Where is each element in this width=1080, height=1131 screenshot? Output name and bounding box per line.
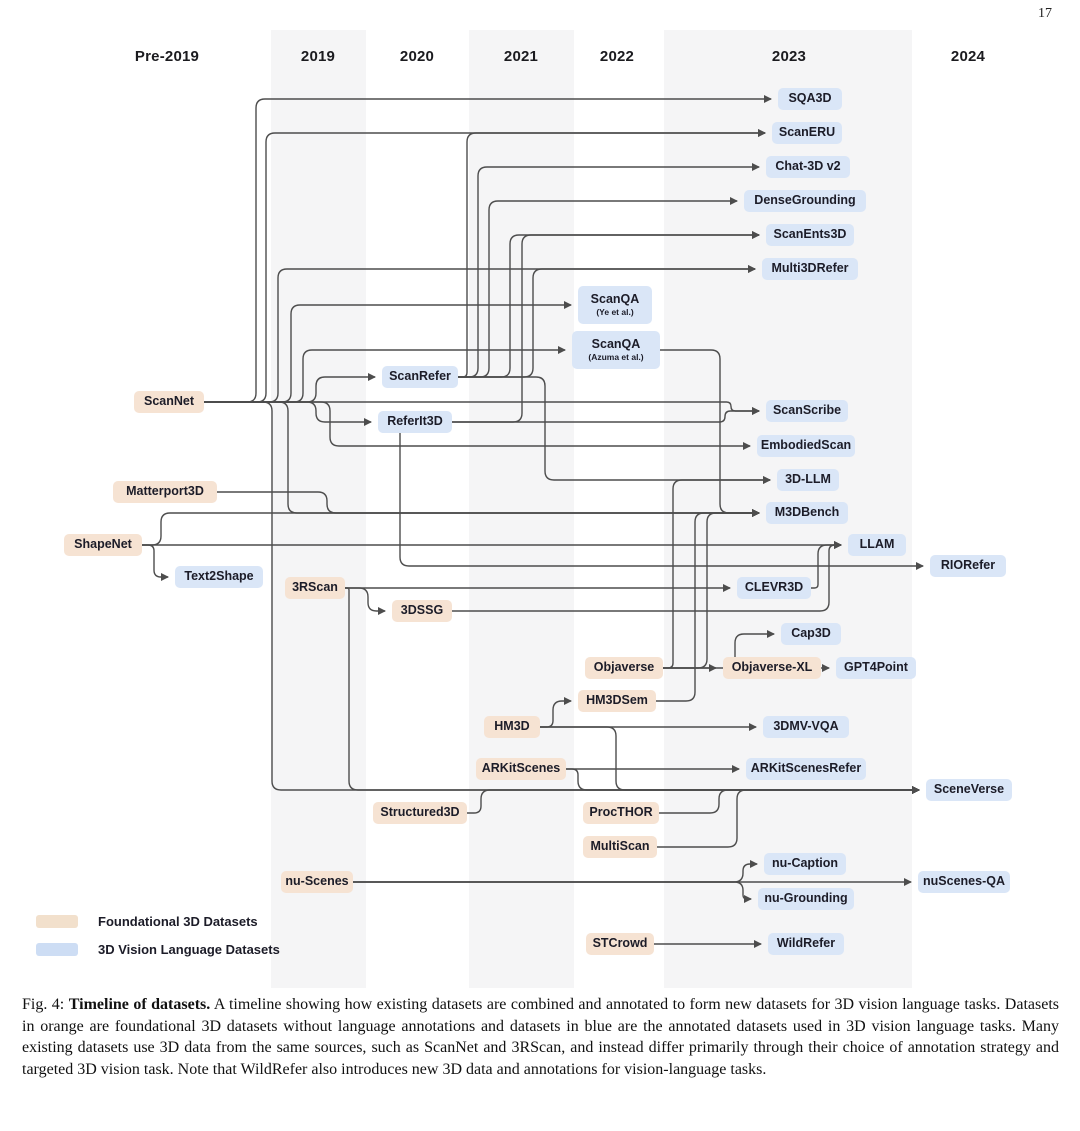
dataset-node-clevr3d (737, 577, 811, 599)
dataset-node-scanents3d (766, 224, 854, 246)
dataset-node-wildrefer (768, 933, 844, 955)
dataset-node-llam (848, 534, 906, 556)
dataset-node-objaverse (585, 657, 663, 679)
year-label-2024: 2024 (950, 48, 986, 65)
dataset-label: DenseGrounding (754, 193, 856, 208)
dataset-label: EmbodiedScan (760, 438, 852, 453)
year-label-2023: 2023 (771, 48, 807, 65)
dataset-label: ScanRefer (389, 369, 451, 384)
figure-caption (22, 994, 1059, 1080)
dataset-node-scannet (134, 391, 204, 413)
dataset-label: ScanNet (143, 394, 195, 409)
dataset-label: nu-Scenes (285, 874, 349, 889)
dataset-label: nuScenes-QA (923, 874, 1005, 889)
edge-scanrefer-to-3dllm (458, 377, 770, 480)
dataset-label: M3DBench (774, 505, 840, 520)
dataset-label: ScanEnts3D (773, 227, 847, 242)
dataset-label: ScanERU (778, 125, 836, 140)
dataset-label: ReferIt3D (387, 414, 443, 429)
legend-label: Foundational 3D Datasets (98, 913, 258, 929)
dataset-node-3dmvvqa (763, 716, 849, 738)
dataset-node-embodiedscan (757, 435, 855, 457)
dataset-node-text2shape (175, 566, 263, 588)
dataset-sublabel: (Ye et al.) (596, 306, 634, 317)
dataset-node-nugrounding (758, 888, 854, 910)
edge-multiscan-to-sceneverse (657, 790, 919, 847)
dataset-node-structured3d (373, 802, 467, 824)
dataset-label: Objaverse-XL (731, 660, 813, 675)
dataset-label: HM3DSem (586, 693, 648, 708)
dataset-label: nu-Caption (772, 856, 838, 871)
dataset-node-3dssg (392, 600, 452, 622)
dataset-label: ARKitScenesRefer (750, 761, 862, 776)
dataset-label: WildRefer (776, 936, 836, 951)
caption-prefix: Fig. 4: (22, 996, 69, 1013)
year-label-2021: 2021 (503, 48, 539, 65)
dataset-label: LLAM (859, 537, 895, 552)
dataset-node-chat3dv2 (766, 156, 850, 178)
dataset-label: Multi3DRefer (771, 261, 849, 276)
dataset-label: MultiScan (590, 839, 650, 854)
figure-legend (36, 910, 280, 966)
page-number: 17 (1038, 6, 1052, 21)
edge-shapenet-to-text2shape (142, 545, 168, 577)
vision-language-swatch (36, 943, 78, 956)
dataset-node-multiscan (583, 836, 657, 858)
dataset-label: CLEVR3D (744, 580, 804, 595)
dataset-label: STCrowd (592, 936, 648, 951)
dataset-label: 3RScan (292, 580, 338, 595)
dataset-node-cap3d (781, 623, 841, 645)
edge-scannet-to-sqa3d (204, 99, 771, 402)
dataset-label: GPT4Point (844, 660, 908, 675)
dataset-node-multi3drefer (762, 258, 858, 280)
dataset-label: 3DSSG (400, 603, 444, 618)
dataset-node-nuscenesqa (918, 871, 1010, 893)
dataset-node-nuscenes (281, 871, 353, 893)
dataset-node-3rscan (285, 577, 345, 599)
dataset-node-scanqa_ye (578, 286, 652, 324)
edge-matterport3d-to-m3dbench (217, 492, 759, 513)
dataset-label: nu-Grounding (764, 891, 848, 906)
dataset-label: HM3D (494, 719, 530, 734)
dataset-label: 3DMV-VQA (773, 719, 839, 734)
dataset-label: ScanQA (590, 292, 640, 307)
edge-scannet-to-m3dbench (204, 402, 759, 513)
legend-label: 3D Vision Language Datasets (98, 941, 280, 957)
dataset-node-shapenet (64, 534, 142, 556)
edge-3rscan-to-3dssg (345, 588, 385, 611)
dataset-node-3dllm (777, 469, 839, 491)
dataset-node-stcrowd (586, 933, 654, 955)
edge-objaverse-to-3dllm (663, 480, 770, 668)
dataset-label: ProcTHOR (589, 805, 653, 820)
dataset-node-hm3d (484, 716, 540, 738)
dataset-node-matterport3d (113, 481, 217, 503)
dataset-label: RIORefer (940, 558, 996, 573)
dataset-label: ScanQA (591, 337, 641, 352)
dataset-label: SceneVerse (933, 782, 1005, 797)
dataset-node-m3dbench (766, 502, 848, 524)
edge-procthor-to-sceneverse (659, 790, 919, 813)
edge-referit3d-to-scanents3d (452, 235, 759, 422)
dataset-label: ARKitScenes (481, 761, 561, 776)
edge-scanqa_azuma-to-m3dbench (660, 350, 759, 513)
edge-referit3d-to-scanscribe (452, 411, 759, 422)
caption-body: A timeline showing how existing datasets are combined and annotated to form new datasets for 3D vision language tasks. Datasets in orange are foundational 3D datasets without language annotations and datasets in blue are the annotated datasets used in 3D vision language tasks. Many existing datasets use 3D data from the same sources, such as ScanNet and 3RScan, and instead differ primarily through their choice of annotation strategy and targeted 3D vision task. Note that WildRefer also introduces new 3D data and annotations for vision-language tasks. (22, 996, 1059, 1078)
legend-item-foundational (36, 910, 280, 932)
dataset-node-densegrounding (744, 190, 866, 212)
dataset-node-procthor (583, 802, 659, 824)
dataset-node-gpt4point (836, 657, 916, 679)
dataset-node-sceneverse (926, 779, 1012, 801)
edge-nuscenes-to-nugrounding (353, 882, 751, 899)
dataset-node-scaneru (772, 122, 842, 144)
dataset-label: SQA3D (788, 91, 832, 106)
dataset-label: ShapeNet (74, 537, 132, 552)
dataset-node-scanqa_azuma (572, 331, 660, 369)
edge-structured3d-to-sceneverse (467, 790, 919, 813)
dataset-node-sqa3d (778, 88, 842, 110)
dataset-label: Cap3D (791, 626, 831, 641)
year-label-2020: 2020 (399, 48, 435, 65)
dataset-label: Matterport3D (126, 484, 204, 499)
dataset-sublabel: (Azuma et al.) (588, 351, 644, 362)
dataset-node-referit3d (378, 411, 452, 433)
edge-scannet-to-embodiedscan (204, 402, 750, 446)
dataset-node-scanrefer (382, 366, 458, 388)
dataset-label: ScanScribe (772, 403, 842, 418)
edge-nuscenes-to-nucaption (353, 864, 757, 882)
foundational-swatch (36, 915, 78, 928)
year-label-pre-2019: Pre-2019 (134, 48, 200, 65)
dataset-label: 3D-LLM (785, 472, 831, 487)
edge-hm3d-to-hm3dsem (540, 701, 571, 727)
dataset-label: Objaverse (593, 660, 655, 675)
year-label-2022: 2022 (599, 48, 635, 65)
dataset-node-objaversexl (723, 657, 821, 679)
edge-scannet-to-scaneru (204, 133, 765, 402)
dataset-node-arkitscenesrefer (746, 758, 866, 780)
dataset-node-nucaption (764, 853, 846, 875)
dataset-node-arkitscenes (476, 758, 566, 780)
dataset-label: Text2Shape (184, 569, 254, 584)
edge-arkitscenes-to-sceneverse (566, 769, 919, 790)
legend-item-vision-language (36, 938, 280, 960)
edge-scannet-to-multi3drefer (204, 269, 755, 402)
year-label-2019: 2019 (300, 48, 336, 65)
dataset-node-scanscribe (766, 400, 848, 422)
dataset-node-riorefer (930, 555, 1006, 577)
dataset-node-hm3dsem (578, 690, 656, 712)
caption-title: Timeline of datasets. (68, 996, 211, 1013)
dataset-label: Chat-3D v2 (775, 159, 841, 174)
dataset-label: Structured3D (380, 805, 460, 820)
edge-shapenet-to-m3dbench (142, 513, 759, 545)
